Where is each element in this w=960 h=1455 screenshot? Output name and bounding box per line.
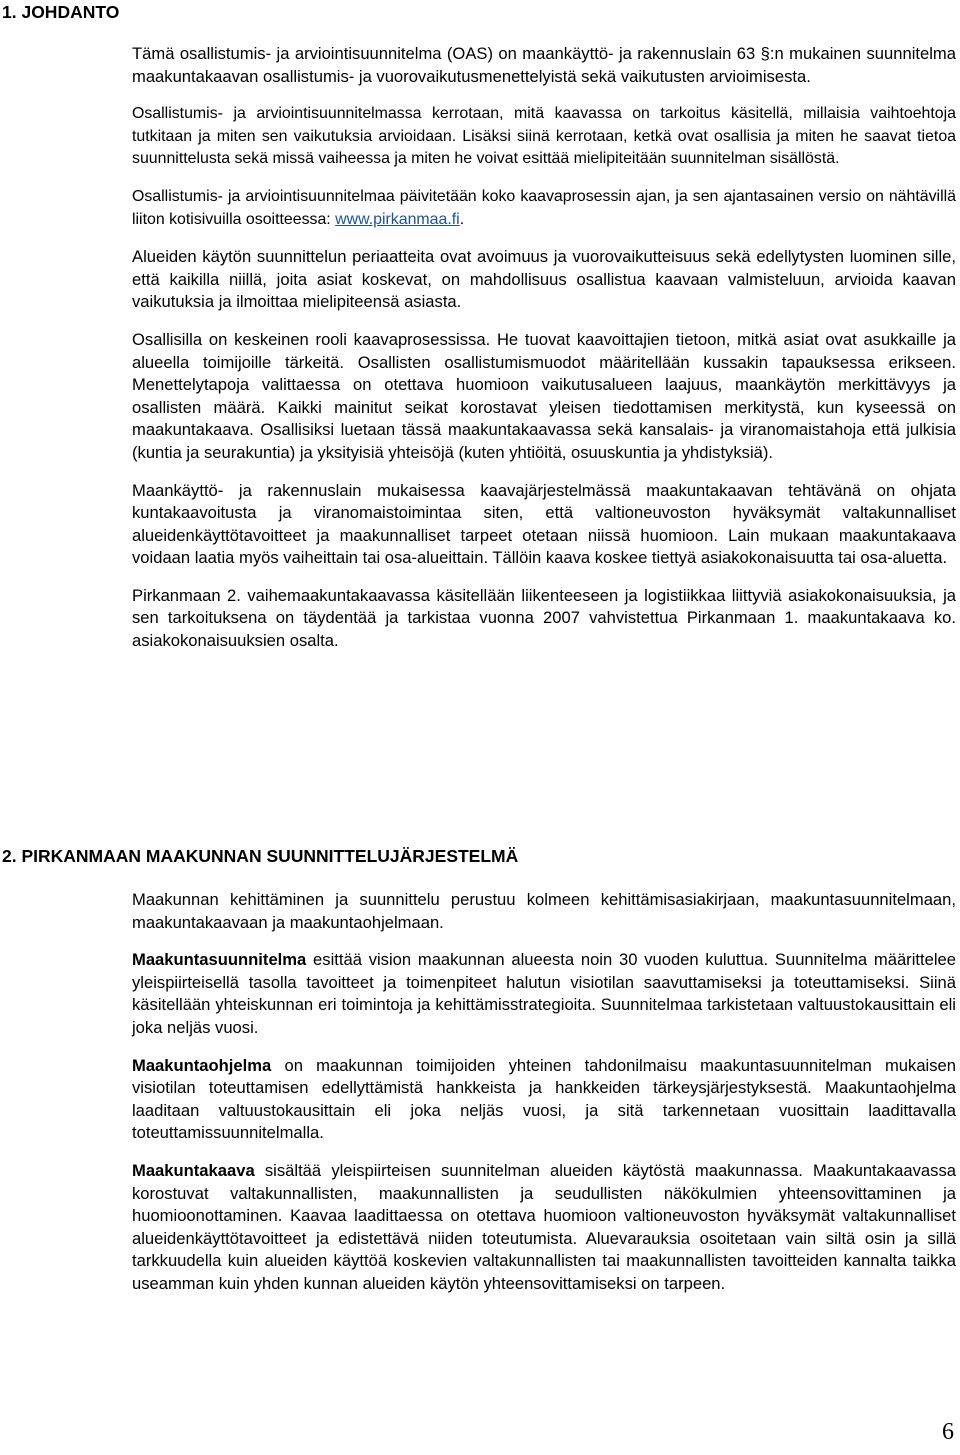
section-1-body	[132, 43, 956, 668]
paragraph: Tämä osallistumis- ja arviointisuunnitelma (OAS) on maankäyttö- ja rakennuslain 63 §:n mukainen suunnitelma maakuntakaavan osallistumis- ja vuorovaikutusmenettelyistä sekä vaikutusten arvioimisesta.	[132, 44, 956, 86]
paragraph: Osallistumis- ja arviointisuunnitelmassa kerrotaan, mitä kaavassa on tarkoitus käsitellä, millaisia vaihtoehtoja tutkitaan ja miten sen vaikutuksia arvioidaan. Lisäksi siinä kerrotaan, ketkä ovat osallisia ja miten he saavat tietoa suunnittelusta sekä missä vaiheessa ja miten he voivat esittää mielipiteitään suunnitelman sisällöstä.	[132, 105, 956, 168]
website-link[interactable]: www.pirkanmaa.fi	[335, 210, 460, 228]
page-number: 6	[942, 1419, 954, 1445]
section-2-heading: 2. PIRKANMAAN MAAKUNNAN SUUNNITTELUJÄRJESTELMÄ	[2, 846, 519, 866]
paragraph	[132, 1055, 956, 1145]
paragraph	[132, 1160, 956, 1296]
paragraph	[132, 186, 956, 231]
paragraph: Alueiden käytön suunnittelun periaatteita ovat avoimuus ja vuorovaikutteisuus sekä edellytysten luominen sille, että kaikilla niillä, joita asiat koskevat, on mahdollisuus osallistua kaavaan valmisteluun, arvioida kaavan vaikutuksia ja ilmoittaa mielipiteensä asiasta.	[132, 247, 956, 312]
paragraph: Osallisilla on keskeinen rooli kaavaprosessissa. He tuovat kaavoittajien tietoon, mitkä asiat ovat asukkaille ja alueella toimijoille tärkeitä. Osallisten osallistumismuodot määritellään kussakin tapauksessa erikseen. Menettelytapoja valittaessa on otettava huomioon vaikutusalueen laajuus, maankäytön merkittävyys ja osallisten määrä. Kaikki mainitut seikat korostavat yleisen tiedottamisen merkitystä, kun kyseessä on maakuntakaava. Osallisiksi luetaan tässä maakuntakaavassa sekä kansalais- ja viranomaistahoja että julkisia (kuntia ja seurakuntia) ja yksityisiä yhteisöjä (kuten yhtiöitä, osuuskuntia ja yhdistyksiä).	[132, 329, 956, 462]
paragraph-text: on maakunnan toimijoiden yhteinen tahdonilmaisu maakuntasuunnitelman mukaisen visiotilan toteuttamisen edellyttämistä hankkeista ja hankkeiden tärkeysjärjestyksestä. Maakuntaohjelma laaditaan valtuustokausittain eli joka neljäs vuosi, ja sitä tarkennetaan vuosittain laadittavalla toteuttamissuunnitelmalla.	[132, 1055, 956, 1143]
section-1-heading: 1. JOHDANTO	[2, 2, 120, 22]
paragraph: Maankäyttö- ja rakennuslain mukaisessa kaavajärjestelmässä maakuntakaavan tehtävänä on ohjata kuntakaavoitusta ja viranomaistoimintaa siten, että valtioneuvoston hyväksymät valtakunnalliset alueidenkäyttötavoitteet ja maakunnalliset tarpeet otetaan niissä huomioon. Lain mukaan maakuntakaava voidaan laatia myös vaiheittain tai osa-alueittain. Tällöin kaava koskee tiettyä asiakokonaisuutta tai osa-aluetta.	[132, 480, 956, 568]
section-2-body	[132, 889, 956, 1311]
paragraph: Maakunnan kehittäminen ja suunnittelu perustuu kolmeen kehittämisasiakirjaan, maakuntasuunnitelmaan, maakuntakaavaan ja maakuntaohjelmaan.	[132, 890, 956, 932]
term-maakuntakaava: Maakuntakaava	[132, 1160, 255, 1180]
term-maakuntaohjelma: Maakuntaohjelma	[132, 1055, 272, 1075]
term-maakuntasuunnitelma: Maakuntasuunnitelma	[132, 950, 307, 970]
paragraph-text: Osallistumis- ja arviointisuunnitelmaa päivitetään koko kaavaprosessin ajan, ja sen ajantasainen versio on nähtävillä liiton kotisivuilla osoitteessa:	[132, 187, 956, 228]
paragraph-text: esittää vision maakunnan alueesta noin 30 vuoden kuluttua. Suunnitelma määrittelee yleispiirteisellä tasolla tavoitteet ja toimenpiteet halutun visiotilan saavuttamiseksi ja toteuttamiseksi. Siinä käsitellään yhteiskunnan eri toimintoja ja kehittämisstrategioita. Suunnitelmaa tarkistetaan valtuustokausittain eli joka neljäs vuosi.	[132, 950, 956, 1037]
paragraph: Pirkanmaan 2. vaihemaakuntakaavassa käsitellään liikenteeseen ja logistiikkaa liittyviä asiakokonaisuuksia, ja sen tarkoituksena on täydentää ja tarkistaa vuonna 2007 vahvistettua Pirkanmaan 1. maakuntakaava ko. asiakokonaisuuksien osalta.	[132, 585, 956, 651]
paragraph-end: .	[459, 210, 465, 228]
paragraph	[132, 949, 956, 1039]
paragraph-text: sisältää yleispiirteisen suunnitelman alueiden käytöstä maakunnassa. Maakuntakaavassa korostuvat valtakunnallisten, maakunnallisten ja seudullisten näkökulmien yhteensovittaminen ja huomioonottaminen. Kaavaa laadittaessa on otettava huomioon valtioneuvoston hyväksymät valtakunnalliset alueidenkäyttötavoitteet ja edistettävä niiden toteutumista. Aluevarauksia osoitetaan vain siltä osin ja sillä tarkkuudella kuin alueiden käyttöä koskevien valtakunnallisten tai maakunnallisten tavoitteiden kannalta taikka useamman kuin yhden kunnan alueiden käytön yhteensovittamiseksi on tarpeen.	[132, 1160, 956, 1293]
